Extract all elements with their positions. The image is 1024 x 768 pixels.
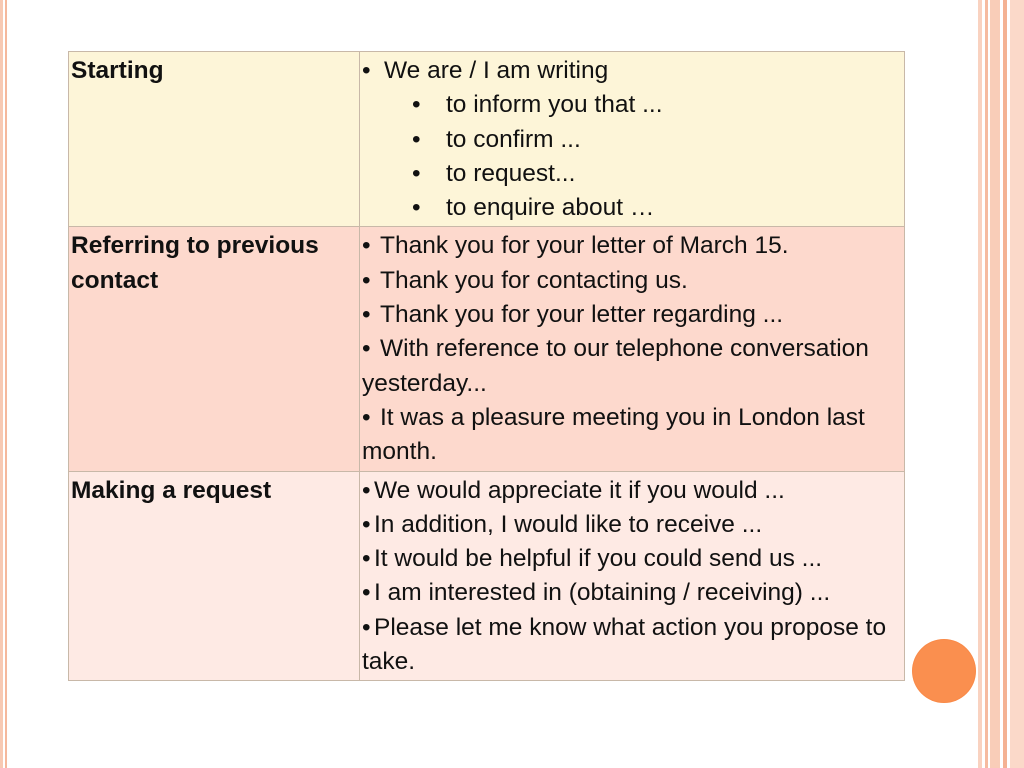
row-label: Referring to previous contact [69, 227, 360, 471]
phrase-line [362, 191, 902, 225]
bullet-icon: • [412, 194, 421, 222]
table-row-referring [69, 227, 905, 471]
phrase-text: to enquire about … [446, 194, 655, 222]
phrase-text: I am interested in (obtaining / receiving) ... [374, 579, 831, 607]
row-phrases [360, 227, 905, 471]
phrase-line [362, 298, 902, 332]
bullet-icon: • [362, 57, 371, 84]
phrase-line [362, 508, 902, 542]
bullet-icon: • [412, 159, 421, 187]
phrase-line [362, 611, 902, 680]
phrase-line [362, 542, 902, 576]
phrases-table [68, 51, 905, 681]
phrase-text: We are / I am writing [384, 57, 609, 84]
bullet-icon: • [362, 579, 371, 607]
bullet-icon: • [362, 510, 371, 538]
bullet-icon: • [362, 232, 371, 260]
phrase-text: Thank you for contacting us. [380, 266, 688, 294]
row-phrases [360, 471, 905, 681]
bullet-icon: • [362, 476, 371, 504]
bullet-icon: • [362, 301, 371, 329]
left-decorative-border [0, 0, 8, 768]
bullet-icon: • [362, 403, 371, 431]
bullet-icon: • [362, 545, 371, 573]
phrase-text: to request... [446, 159, 576, 187]
row-phrases [360, 52, 905, 227]
row-label: Starting [69, 52, 360, 227]
table-row-starting [69, 52, 905, 227]
orange-circle-decoration [913, 640, 975, 702]
phrase-line [362, 401, 902, 470]
phrase-text: We would appreciate it if you would ... [374, 476, 785, 504]
phrase-line [362, 54, 902, 88]
bullet-icon: • [362, 266, 371, 294]
phrase-line [362, 474, 902, 508]
phrase-line [362, 229, 902, 263]
phrase-text: Thank you for your letter regarding ... [380, 301, 784, 329]
phrase-text: With reference to our telephone conversation yesterday... [362, 335, 869, 397]
phrase-text: It would be helpful if you could send us ... [374, 545, 823, 573]
phrase-line [362, 332, 902, 401]
row-label: Making a request [69, 471, 360, 681]
phrase-line [362, 157, 902, 191]
bullet-icon: • [412, 91, 421, 119]
phrase-line [362, 123, 902, 157]
bullet-icon: • [362, 335, 371, 363]
bullet-icon: • [412, 125, 421, 153]
phrase-text: Please let me know what action you propose to take. [362, 613, 887, 676]
phrase-line [362, 264, 902, 298]
bullet-icon: • [362, 613, 371, 641]
right-decorative-stripes [976, 0, 1024, 768]
phrase-line [362, 88, 902, 122]
table-row-request [69, 471, 905, 681]
phrase-text: It was a pleasure meeting you in London last month. [362, 403, 865, 466]
phrase-line [362, 576, 902, 610]
phrase-text: Thank you for your letter of March 15. [380, 232, 789, 260]
phrase-text: In addition, I would like to receive ... [374, 510, 763, 538]
phrase-text: to confirm ... [446, 125, 581, 153]
phrase-text: to inform you that ... [446, 91, 663, 119]
